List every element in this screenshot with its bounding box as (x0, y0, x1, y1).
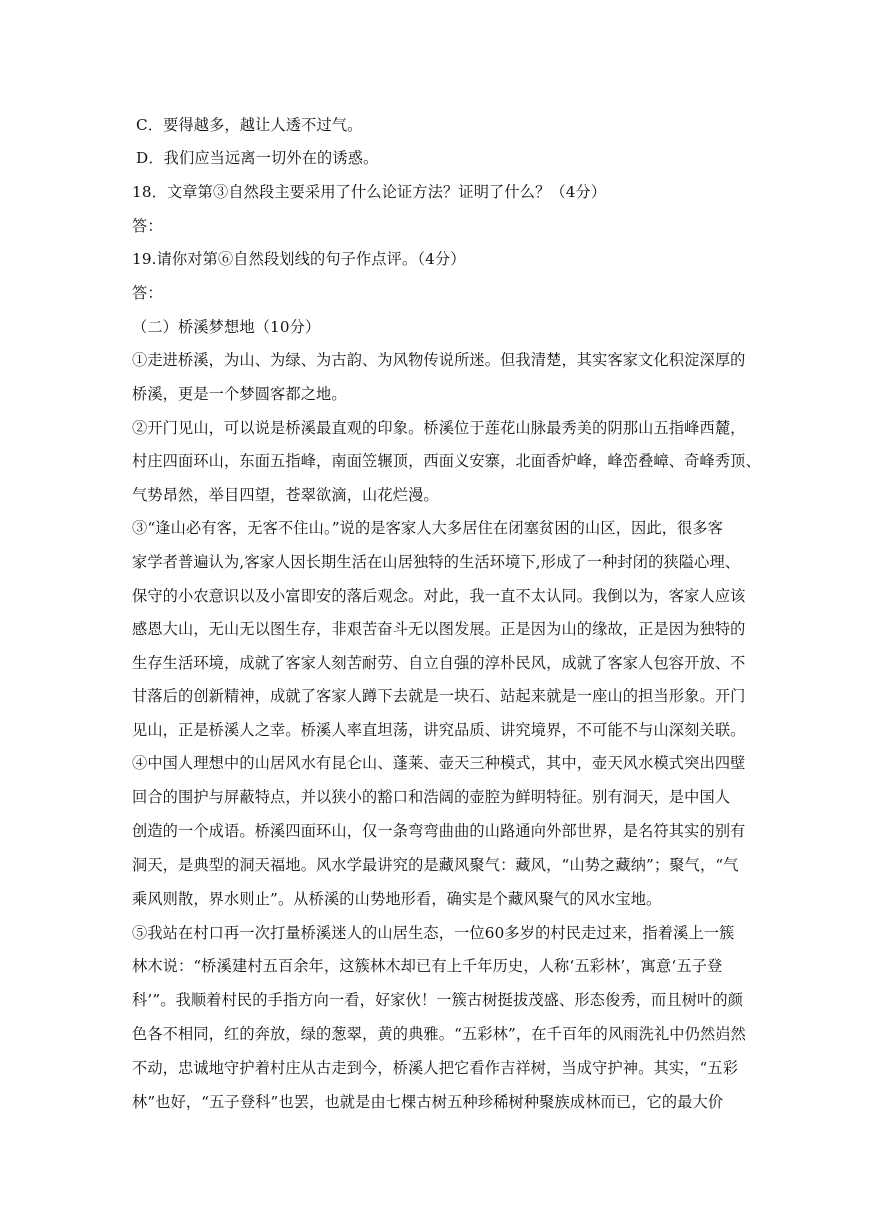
question-19: 19.请你对第⑥自然段划线的句子作点评。（4分） (132, 250, 466, 268)
answer-label-19: 答： (132, 284, 163, 302)
paragraph-2-line-2: 村庄四面环山，东面五指峰，南面笠辗顶，西面义安寨，北面香炉峰，峰峦叠嶂、奇峰秀顶、 (132, 452, 761, 470)
paragraph-1-line-2: 桥溪，更是一个梦圆客都之地。 (132, 385, 347, 403)
option-c: C．要得越多，越让人透不过气。 (136, 116, 363, 134)
question-18: 18．文章第③自然段主要采用了什么论证方法？证明了什么？（4分） (132, 183, 607, 201)
paragraph-2-line-3: 气势昂然，举目四望，苍翠欲滴，山花烂漫。 (132, 486, 439, 504)
paragraph-3-line-3: 保守的小农意识以及小富即安的落后观念。对此，我一直不太认同。我倒以为，客家人应该 (132, 587, 746, 605)
option-d: D．我们应当远离一切外在的诱惑。 (136, 149, 379, 167)
paragraph-4-line-1: ④中国人理想中的山居风水有昆仑山、蓬莱、壶天三种模式，其中，壶天风水模式突出四壁 (132, 754, 746, 772)
paragraph-5-line-3: 科’”。我顺着村民的手指方向一看，好家伙！一簇古树挺拔茂盛、形态俊秀，而且树叶的颜 (132, 991, 744, 1009)
paragraph-4-line-2: 回合的围护与屏蔽特点，并以狭小的豁口和浩阔的壶腔为鲜明特征。别有洞天，是中国人 (132, 788, 731, 806)
paragraph-2-line-1: ②开门见山，可以说是桥溪最直观的印象。桥溪位于莲花山脉最秀美的阴那山五指峰西麓， (132, 419, 746, 437)
paragraph-3-line-2: 家学者普遍认为,客家人因长期生活在山居独特的生活环境下,形成了一种封闭的狭隘心理、 (132, 553, 741, 571)
paragraph-3-line-6: 甘落后的创新精神，成就了客家人蹲下去就是一块石、站起来就是一座山的担当形象。开门 (132, 687, 746, 705)
paragraph-5-line-4: 色各不相同，红的奔放，绿的葱翠，黄的典雅。“五彩林”，在千百年的风雨洗礼中仍然岿然 (132, 1025, 746, 1043)
paragraph-3-line-7: 见山，正是桥溪人之幸。桥溪人率直坦荡，讲究品质、讲究境界，不可能不与山深刻关联。 (132, 721, 746, 739)
paragraph-4-line-3: 创造的一个成语。桥溪四面环山，仅一条弯弯曲曲的山路通向外部世界，是名符其实的别有 (132, 822, 746, 840)
paragraph-3-line-4: 感恩大山，无山无以图生存，非艰苦奋斗无以图发展。正是因为山的缘故，正是因为独特的 (132, 620, 746, 638)
paragraph-3-line-1: ③“逢山必有客，无客不住山。”说的是客家人大多居住在闭塞贫困的山区，因此，很多客 (132, 519, 724, 537)
paragraph-1-line-1: ①走进桥溪，为山、为绿、为古韵、为风物传说所迷。但我清楚，其实客家文化积淀深厚的 (132, 351, 746, 369)
paragraph-4-line-5: 乘风则散，界水则止”。从桥溪的山势地形看，确实是个藏风聚气的风水宝地。 (132, 890, 662, 908)
answer-label-18: 答： (132, 217, 163, 235)
paragraph-5-line-5: 不动，忠诚地守护着村庄从古走到今，桥溪人把它看作吉祥树，当成守护神。其实，“五彩 (132, 1059, 739, 1077)
paragraph-3-line-5: 生存生活环境，成就了客家人刻苦耐劳、自立自强的淳朴民风，成就了客家人包容开放、不 (132, 654, 746, 672)
paragraph-5-line-6: 林”也好，“五子登科”也罢，也就是由七棵古树五种珍稀树种聚族成林而已，它的最大价 (132, 1093, 724, 1111)
paragraph-5-line-1: ⑤我站在村口再一次打量桥溪迷人的山居生态，一位60多岁的村民走过来，指着溪上一簇 (132, 924, 735, 942)
paragraph-5-line-2: 林木说：“桥溪建村五百余年，这簇林木却已有上千年历史，人称‘五彩林’，寓意‘五子登 (132, 957, 723, 975)
section-heading: （二）桥溪梦想地（10分） (132, 318, 321, 336)
paragraph-4-line-4: 洞天，是典型的洞天福地。风水学最讲究的是藏风聚气：藏风，“山势之藏纳”；聚气，“气 (132, 856, 739, 874)
